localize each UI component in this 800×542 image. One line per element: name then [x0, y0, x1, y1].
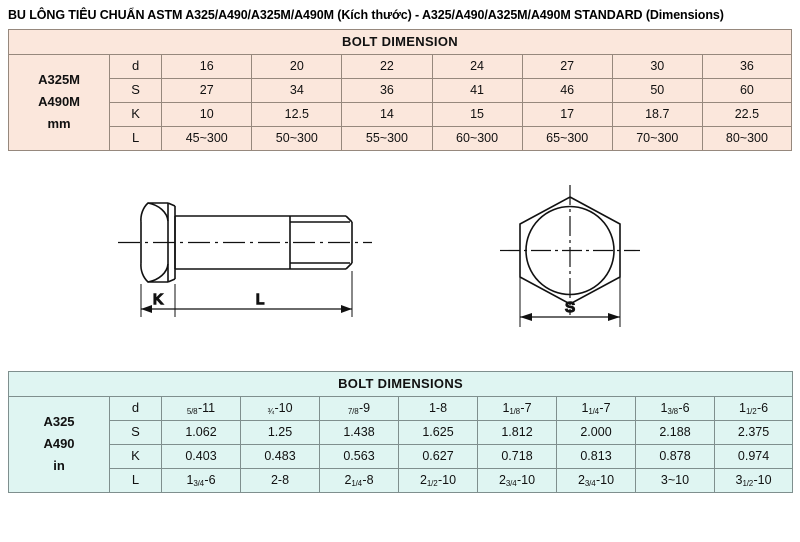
- metric-cell-d-6: 36: [702, 55, 791, 79]
- metric-cell-k-6: 22.5: [702, 103, 791, 127]
- imperial-grade-line-3: in: [53, 457, 65, 473]
- table-row: [9, 469, 793, 493]
- metric-cell-d-2: 22: [342, 55, 432, 79]
- metric-cell-l-4: 65~300: [522, 127, 612, 151]
- imperial-cell-d-2: 7/8-9: [320, 397, 399, 421]
- imperial-cell-l-0: 13/4-6: [162, 469, 241, 493]
- imperial-cell-l-3: 21/2-10: [399, 469, 478, 493]
- imperial-cell-d-1: ¾-10: [241, 397, 320, 421]
- metric-cell-s-3: 41: [432, 79, 522, 103]
- metric-row-label-k: K: [110, 103, 162, 127]
- dimension-label-l: L: [255, 291, 265, 308]
- metric-row-label-d: d: [110, 55, 162, 79]
- imperial-cell-k-7: 0.974: [715, 445, 793, 469]
- imperial-cell-s-7: 2.375: [715, 421, 793, 445]
- metric-cell-l-6: 80~300: [702, 127, 791, 151]
- imperial-grade-line-2: A490: [43, 436, 75, 452]
- metric-cell-k-1: 12.5: [252, 103, 342, 127]
- page-title: BU LÔNG TIÊU CHUẨN ASTM A325/A490/A325M/A490M (Kích thước) - A325/A490/A325M/A490M STANDARD (Dimensions): [8, 8, 724, 22]
- metric-cell-k-4: 17: [522, 103, 612, 127]
- metric-table-header: BOLT DIMENSION: [9, 30, 792, 55]
- imperial-row-label-l: L: [110, 469, 162, 493]
- imperial-cell-s-5: 2.000: [557, 421, 636, 445]
- table-row: [9, 421, 793, 445]
- imperial-cell-d-3: 1-8: [399, 397, 478, 421]
- metric-cell-d-0: 16: [162, 55, 252, 79]
- imperial-cell-k-2: 0.563: [320, 445, 399, 469]
- imperial-cell-d-7: 11/2-6: [715, 397, 793, 421]
- imperial-row-label-k: K: [110, 445, 162, 469]
- imperial-cell-s-6: 2.188: [636, 421, 715, 445]
- imperial-cell-d-5: 11/4-7: [557, 397, 636, 421]
- table-row: [9, 445, 793, 469]
- metric-row-label-l: L: [110, 127, 162, 151]
- imperial-cell-l-4: 23/4-10: [478, 469, 557, 493]
- imperial-cell-l-2: 21/4-8: [320, 469, 399, 493]
- table-header-row: [9, 372, 793, 397]
- imperial-row-label-s: S: [110, 421, 162, 445]
- metric-cell-d-3: 24: [432, 55, 522, 79]
- table-header-row: [9, 30, 792, 55]
- table-row: [9, 79, 792, 103]
- metric-cell-s-5: 50: [612, 79, 702, 103]
- bolt-drawing-figure: [0, 165, 800, 360]
- metric-cell-d-4: 27: [522, 55, 612, 79]
- metric-cell-k-5: 18.7: [612, 103, 702, 127]
- metric-cell-k-3: 15: [432, 103, 522, 127]
- metric-cell-d-5: 30: [612, 55, 702, 79]
- imperial-cell-s-1: 1.25: [241, 421, 320, 445]
- metric-cell-k-0: 10: [162, 103, 252, 127]
- metric-cell-s-2: 36: [342, 79, 432, 103]
- metric-cell-l-5: 70~300: [612, 127, 702, 151]
- imperial-grade-line-1: A325: [43, 414, 75, 430]
- imperial-cell-l-6: 3~10: [636, 469, 715, 493]
- imperial-cell-s-4: 1.812: [478, 421, 557, 445]
- table-row: [9, 397, 793, 421]
- metric-cell-l-2: 55~300: [342, 127, 432, 151]
- imperial-cell-k-5: 0.813: [557, 445, 636, 469]
- dimension-label-k: K: [152, 291, 164, 308]
- imperial-cell-k-1: 0.483: [241, 445, 320, 469]
- imperial-cell-s-3: 1.625: [399, 421, 478, 445]
- table-row: [9, 103, 792, 127]
- imperial-cell-s-2: 1.438: [320, 421, 399, 445]
- metric-cell-k-2: 14: [342, 103, 432, 127]
- metric-cell-l-1: 50~300: [252, 127, 342, 151]
- imperial-cell-l-1: 2-8: [241, 469, 320, 493]
- table-row: [9, 127, 792, 151]
- metric-cell-d-1: 20: [252, 55, 342, 79]
- metric-cell-l-0: 45~300: [162, 127, 252, 151]
- metric-cell-s-6: 60: [702, 79, 791, 103]
- dimension-label-s: S: [564, 299, 576, 316]
- imperial-cell-d-4: 11/8-7: [478, 397, 557, 421]
- metric-grade-line-2: A490M: [38, 94, 81, 110]
- metric-cell-s-1: 34: [252, 79, 342, 103]
- imperial-table-header: BOLT DIMENSIONS: [9, 372, 793, 397]
- imperial-grade-cell: [9, 397, 110, 493]
- metric-cell-s-4: 46: [522, 79, 612, 103]
- metric-grade-line-1: A325M: [38, 72, 81, 88]
- imperial-row-label-d: d: [110, 397, 162, 421]
- metric-cell-s-0: 27: [162, 79, 252, 103]
- table-row: [9, 55, 792, 79]
- imperial-cell-l-7: 31/2-10: [715, 469, 793, 493]
- imperial-cell-l-5: 23/4-10: [557, 469, 636, 493]
- imperial-cell-k-0: 0.403: [162, 445, 241, 469]
- imperial-cell-d-6: 13/8-6: [636, 397, 715, 421]
- metric-grade-line-3: mm: [47, 115, 71, 131]
- imperial-cell-k-4: 0.718: [478, 445, 557, 469]
- imperial-cell-s-0: 1.062: [162, 421, 241, 445]
- imperial-bolt-dimensions-table: [8, 371, 793, 493]
- metric-grade-cell: [9, 55, 110, 151]
- metric-cell-l-3: 60~300: [432, 127, 522, 151]
- metric-row-label-s: S: [110, 79, 162, 103]
- imperial-cell-d-0: 5/8-11: [162, 397, 241, 421]
- imperial-cell-k-6: 0.878: [636, 445, 715, 469]
- imperial-cell-k-3: 0.627: [399, 445, 478, 469]
- metric-bolt-dimension-table: [8, 29, 792, 151]
